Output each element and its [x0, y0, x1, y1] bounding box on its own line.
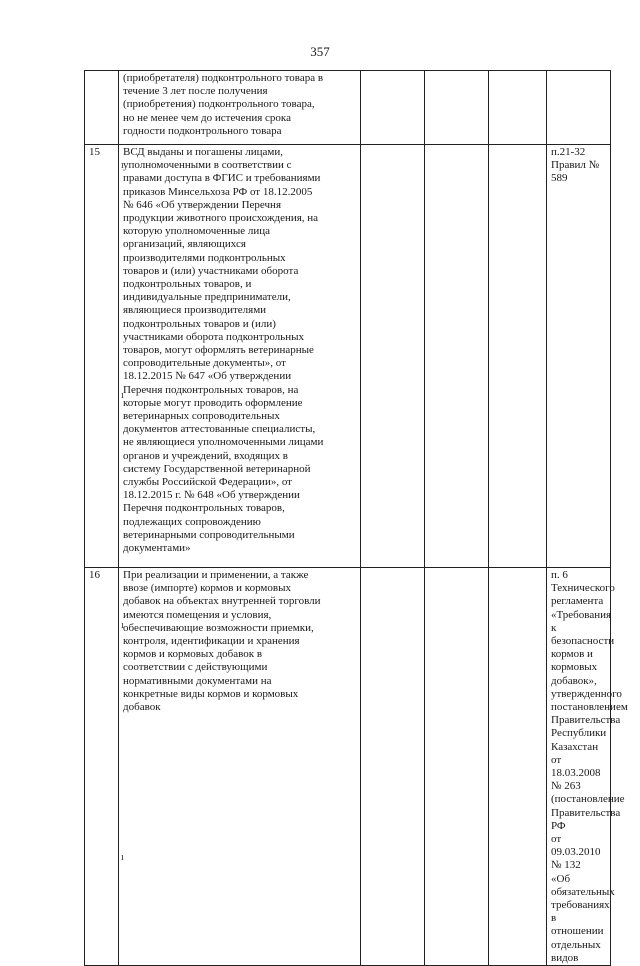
empty-cell — [489, 568, 547, 966]
scan-mark: ı — [121, 390, 124, 401]
empty-cell — [425, 568, 489, 966]
empty-cell — [361, 71, 425, 145]
page-number: 357 — [310, 44, 330, 59]
requirement-text: ВСД выданы и погашены лицами, уполномоченными в соответствии с правами доступа в ФГИС и требованиями приказов Минсельхоза РФ от 18.12.2005 № 646 «Об утверждении Перечня продукции животного происхождения, на которую уполномоченные лица организаций, являющихся производителями подконтрольных товаров и (или) участниками оборота подконтрольных товаров, и индивидуальные предприниматели, являющиеся производителями подконтрольных товаров и (или) участниками оборота подконтрольных товаров, могут оформлять ветеринарные сопроводительные документы», от 18.12.2015 № 647 «Об утверждении Перечня подконтрольных товаров, на которые могут проводить оформление ветеринарных сопроводительных документов аттестованные специалисты, не являющиеся уполномоченными лицами органов и учреждений, входящих в систему Государственной ветеринарной службы Российской Федерации», от 18.12.2015 г. № 648 «Об утверждении Перечня подконтрольных товаров, подлежащих сопровождению ветеринарными сопроводительными документами» — [119, 145, 361, 568]
legal-reference: п. 6 Технического регламента «Требования к безопасности кормов и кормовых добавок», утвержденного постановлением Правительства Республики Казахстан от 18.03.2008 № 263 (постановление Правительства РФ от 09.03.2010 № 132 «Об обязательных требованиях в отношении отдельных видов — [547, 568, 611, 966]
empty-cell — [489, 145, 547, 568]
scan-mark: ı — [121, 160, 124, 171]
scan-mark: ı — [121, 620, 124, 631]
table-row — [85, 568, 611, 966]
legal-reference — [547, 71, 611, 145]
empty-cell — [361, 145, 425, 568]
row-number — [85, 71, 119, 145]
requirement-text: (приобретателя) подконтрольного товара в течение 3 лет после получения (приобретения) подконтрольного товара, но не менее чем до истечения срока годности подконтрольного товара — [119, 71, 361, 145]
empty-cell — [489, 71, 547, 145]
scan-mark: ı — [121, 852, 124, 863]
legal-reference: п.21-32 Правил № 589 — [547, 145, 611, 568]
requirement-text: При реализации и применении, а также ввозе (импорте) кормов и кормовых добавок на объектах внутренней торговли имеются помещения и условия, обеспечивающие возможности приемки, контроля, идентификации и хранения кормов и кормовых добавок в соответствии с действующими нормативными документами на конкретные виды кормов и кормовых добавок — [119, 568, 361, 966]
table-row — [85, 71, 611, 145]
table-row — [85, 145, 611, 568]
empty-cell — [361, 568, 425, 966]
empty-cell — [425, 145, 489, 568]
empty-cell — [425, 71, 489, 145]
row-number: 15 — [85, 145, 119, 568]
requirements-table — [84, 70, 628, 966]
row-number: 16 — [85, 568, 119, 966]
